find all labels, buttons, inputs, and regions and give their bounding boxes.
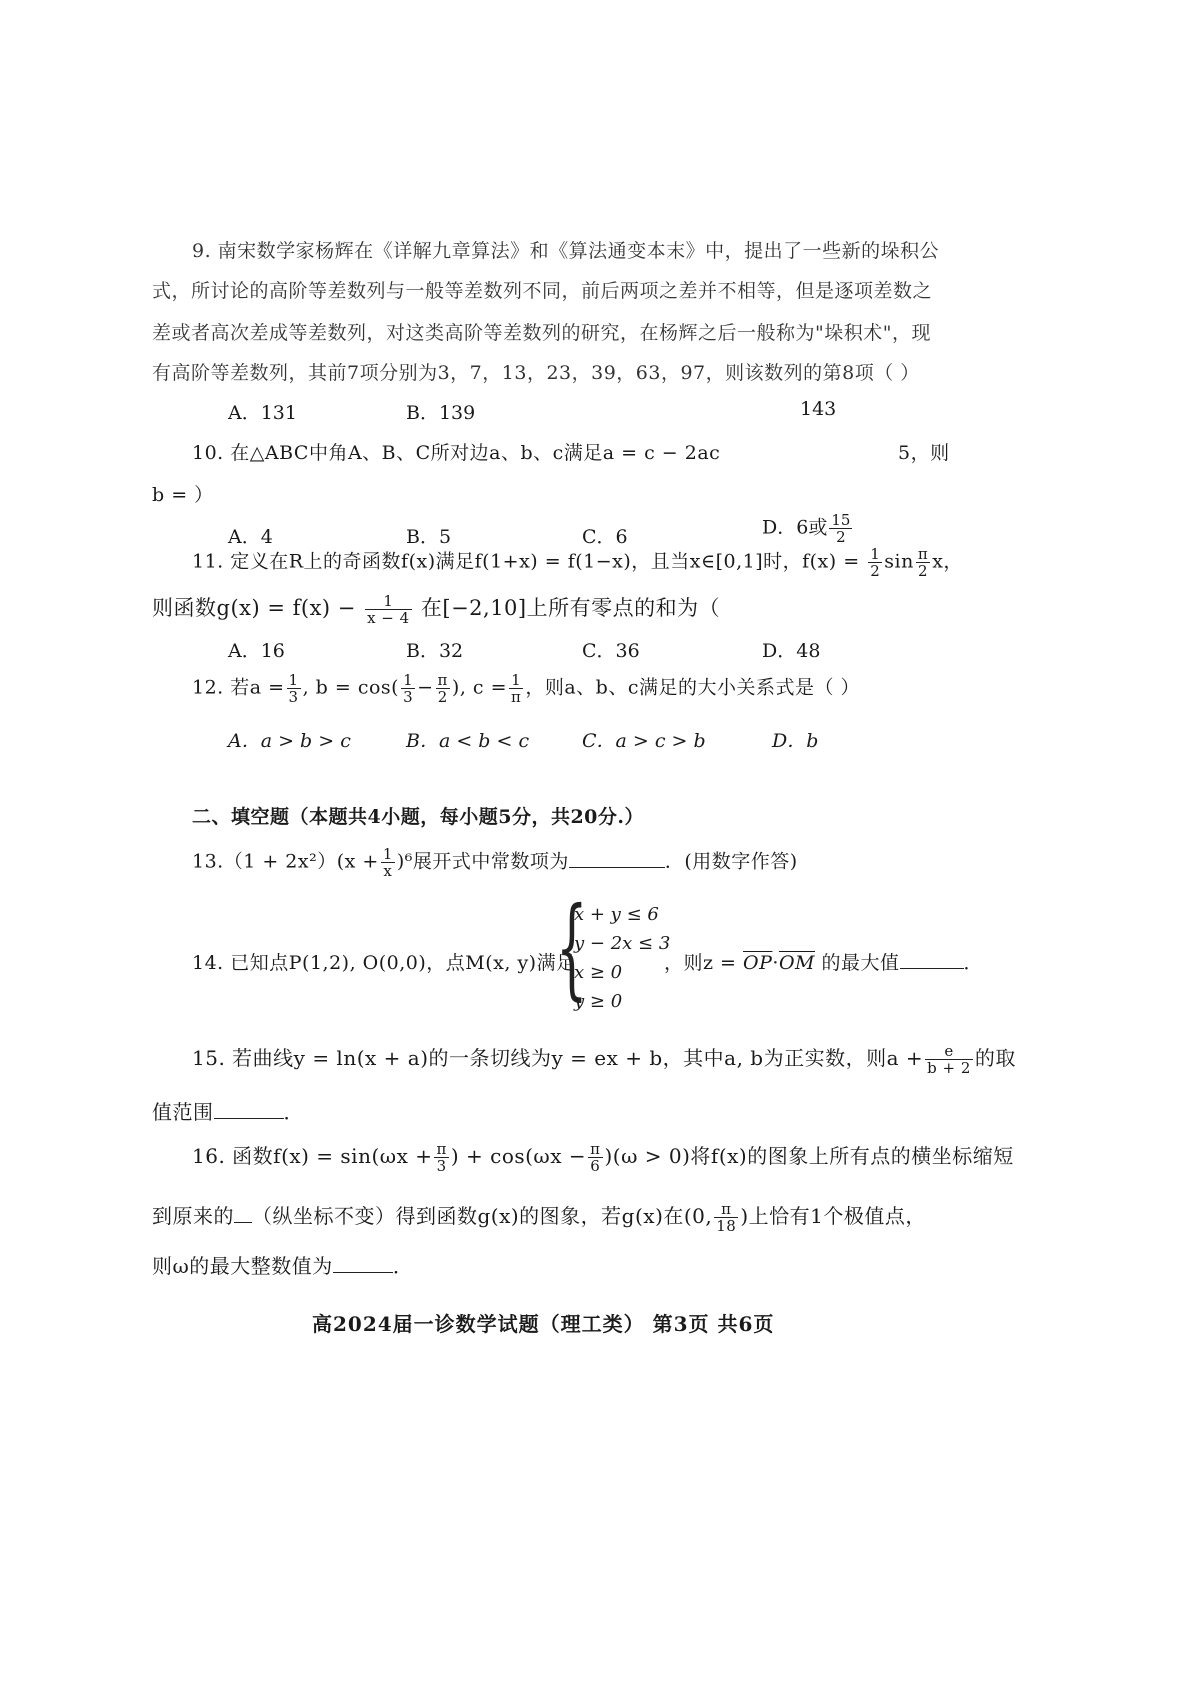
q12-a-fraction [287, 672, 301, 705]
fraction-denominator: 3 [436, 1157, 447, 1175]
q11-sin: sin [884, 550, 914, 573]
q16-line3 [152, 1250, 413, 1279]
fraction-denominator: 2 [437, 688, 448, 706]
q15-prefix: 15. 若曲线y = ln(x + a)的一条切线为y = ex + b，其中a, b为正实数，则a + [192, 1046, 924, 1070]
q13-fraction [381, 846, 395, 879]
q16-answer-blank[interactable] [333, 1272, 393, 1273]
q16-line2-b: （纵坐标不变）得到函数g(x)的图象，若g(x)在(0, [252, 1204, 713, 1228]
q15-end: ． [283, 1100, 304, 1124]
q16-end: ． [392, 1254, 414, 1278]
q13-tail: )⁶展开式中常数项为 [396, 850, 569, 873]
section-heading-fill-in: 二、填空题（本题共4小题，每小题5分，共20分.） [192, 806, 644, 828]
fraction-denominator: 3 [288, 688, 299, 706]
fraction-numerator: 1 [288, 671, 299, 689]
q9-option-d: 143 [800, 398, 837, 420]
q14-end: ． [963, 952, 984, 974]
q11-x-tail: x， [932, 550, 963, 573]
fraction-numerator: e [925, 1043, 973, 1060]
q11-line1-text: 11. 定义在R上的奇函数f(x)满足f(1+x) = f(1−x)，且当x∈[0,1]时，f(x) = [192, 550, 860, 573]
q15-line2 [152, 1096, 304, 1125]
fraction-numerator: π [917, 545, 929, 563]
q9-line1: 9. 南宋数学家杨辉在《详解九章算法》和《算法通变本末》中，提出了一些新的垛积公 [192, 240, 940, 262]
fraction-denominator: 2 [836, 528, 846, 546]
q14-line-tail [664, 948, 983, 975]
q11-g-fraction [365, 593, 412, 626]
q11-option-c: C．36 [582, 640, 640, 662]
q11-option-d: D．48 [762, 640, 821, 662]
q12-option-b: B．a < b < c [406, 730, 530, 752]
q13-answer-blank[interactable] [569, 867, 665, 868]
q14-brace: { [556, 883, 588, 1011]
q13-end: ．(用数字作答) [664, 850, 798, 873]
q14-mid: ，则z = [664, 952, 737, 974]
fraction-numerator: 1 [403, 671, 414, 689]
fraction-numerator: π [590, 1140, 601, 1158]
q9-option-a: A．131 [228, 402, 297, 424]
fraction-denominator: 18 [716, 1217, 737, 1235]
fraction-denominator: 2 [870, 562, 881, 580]
q16-line3-text: 则ω的最大整数值为 [152, 1254, 333, 1278]
q11-line2-text: 则函数g(x) = f(x) − [152, 596, 356, 620]
fraction-denominator: x [383, 862, 393, 880]
q16-ratio-blank[interactable] [234, 1222, 252, 1223]
q11-pi-fraction [916, 546, 930, 579]
q14-constraint-4: y ≥ 0 [574, 991, 623, 1012]
q16-mid1: ) + cos(ωx − [450, 1144, 587, 1168]
q14-constraint-3: x ≥ 0 [574, 962, 623, 983]
q10-option-c: C．6 [582, 526, 628, 548]
q9-line4: 有高阶等差数列，其前7项分别为3，7，13，23，39，63，97，则该数列的第8项（ ） [152, 362, 920, 384]
q12-option-d: D．b [772, 730, 819, 752]
q14-constraint-2: y − 2x ≤ 3 [574, 933, 671, 954]
q10-line1: 10. 在△ABC中角A、B、C所对边a、b、c满足a = c − 2ac [192, 442, 721, 464]
fraction-denominator: 2 [917, 562, 929, 580]
q9-line3: 差或者高次差成等差数列，对这类高阶等差数列的研究，在杨辉之后一般称为"垛积术"，现 [152, 322, 931, 344]
q12-option-a: A．a > b > c [228, 730, 351, 752]
q11-line1 [192, 546, 963, 579]
q12-mid2: ), c = [451, 676, 507, 699]
fraction-denominator: x − 4 [367, 609, 410, 627]
q16-fraction-1 [434, 1141, 448, 1174]
fraction-numerator: π [437, 671, 448, 689]
q9-option-b: B．139 [406, 402, 476, 424]
fraction-denominator: b + 2 [927, 1059, 971, 1077]
q10-option-d-prefix: D．6或 [762, 516, 828, 539]
q12-prefix: 12. 若a = [192, 676, 285, 699]
q14-line-prefix: 14. 已知点P(1,2), O(0,0)，点M(x, y)满足 [192, 952, 576, 974]
q14-vector-op: $\overline{OP}$ [743, 952, 773, 974]
q15-answer-blank[interactable] [214, 1118, 284, 1119]
q12-minus: − [417, 676, 434, 699]
q15-line1 [192, 1042, 1016, 1076]
q10-option-b: B．5 [406, 526, 452, 548]
fraction-denominator: 6 [590, 1157, 601, 1175]
q10-option-a: A．4 [228, 526, 273, 548]
q12-b2-fraction [436, 672, 450, 705]
q12-option-c: C．a > c > b [582, 730, 706, 752]
q16-prefix: 16. 函数f(x) = sin(ωx + [192, 1144, 433, 1168]
q12-b1-fraction [401, 672, 415, 705]
q12-mid1: , b = cos( [302, 676, 400, 699]
q15-tail: 的取 [974, 1046, 1016, 1070]
page-footer: 高2024届一诊数学试题（理工类） 第3页 共6页 [312, 1312, 775, 1336]
q11-line2 [152, 592, 720, 626]
q11-line2-tail: 在[−2,10]上所有零点的和为（ [420, 596, 721, 620]
q16-line2-c: )上恰有1个极值点， [740, 1204, 926, 1228]
q16-fraction-2 [588, 1141, 602, 1174]
q14-answer-blank[interactable] [900, 968, 964, 969]
fraction-numerator: 1 [382, 845, 393, 863]
fraction-denominator: 3 [403, 688, 414, 706]
q16-line2-a: 到原来的 [152, 1204, 234, 1228]
q16-mid2: )(ω > 0)将f(x)的图象上所有点的横坐标缩短 [604, 1144, 1014, 1168]
q12-c-fraction [509, 672, 523, 705]
q16-line2 [152, 1200, 926, 1234]
fraction-numerator: π [436, 1140, 447, 1158]
q11-option-b: B．32 [406, 640, 464, 662]
q13-line [192, 846, 798, 879]
q9-line2: 式，所讨论的高阶等差数列与一般等差数列不同，前后两项之差并不相等，但是逐项差数之 [152, 280, 933, 302]
q14-tail: 的最大值 [821, 952, 900, 974]
q10-line1-end: 5，则 [898, 442, 950, 464]
fraction-numerator: 1 [365, 593, 412, 610]
q10-line2: b = ） [152, 484, 214, 506]
fraction-numerator: 15 [831, 511, 851, 529]
q15-line2-text: 值范围 [152, 1100, 214, 1124]
q10-option-d [762, 512, 854, 545]
q15-fraction [925, 1043, 973, 1076]
q14-constraint-system [574, 900, 670, 1016]
q14-constraint-1: x + y ≤ 6 [574, 904, 659, 925]
fraction-numerator: π [714, 1201, 738, 1218]
q16-fraction-3 [714, 1201, 738, 1234]
q14-vector-om: $\overline{OM}$ [778, 952, 815, 974]
q16-line1 [192, 1140, 1014, 1174]
q11-option-a: A．16 [228, 640, 285, 662]
fraction-denominator: π [511, 688, 522, 706]
q11-half-fraction [868, 546, 882, 579]
q12-line [192, 672, 860, 705]
q12-tail: ，则a、b、c满足的大小关系式是（ ） [525, 676, 861, 699]
q14-dot: · [772, 952, 779, 974]
fraction-numerator: 1 [509, 672, 523, 689]
fraction-numerator: 1 [870, 545, 881, 563]
q13-prefix: 13.（1 + 2x²）(x + [192, 850, 379, 873]
q10-option-d-fraction [829, 512, 852, 545]
